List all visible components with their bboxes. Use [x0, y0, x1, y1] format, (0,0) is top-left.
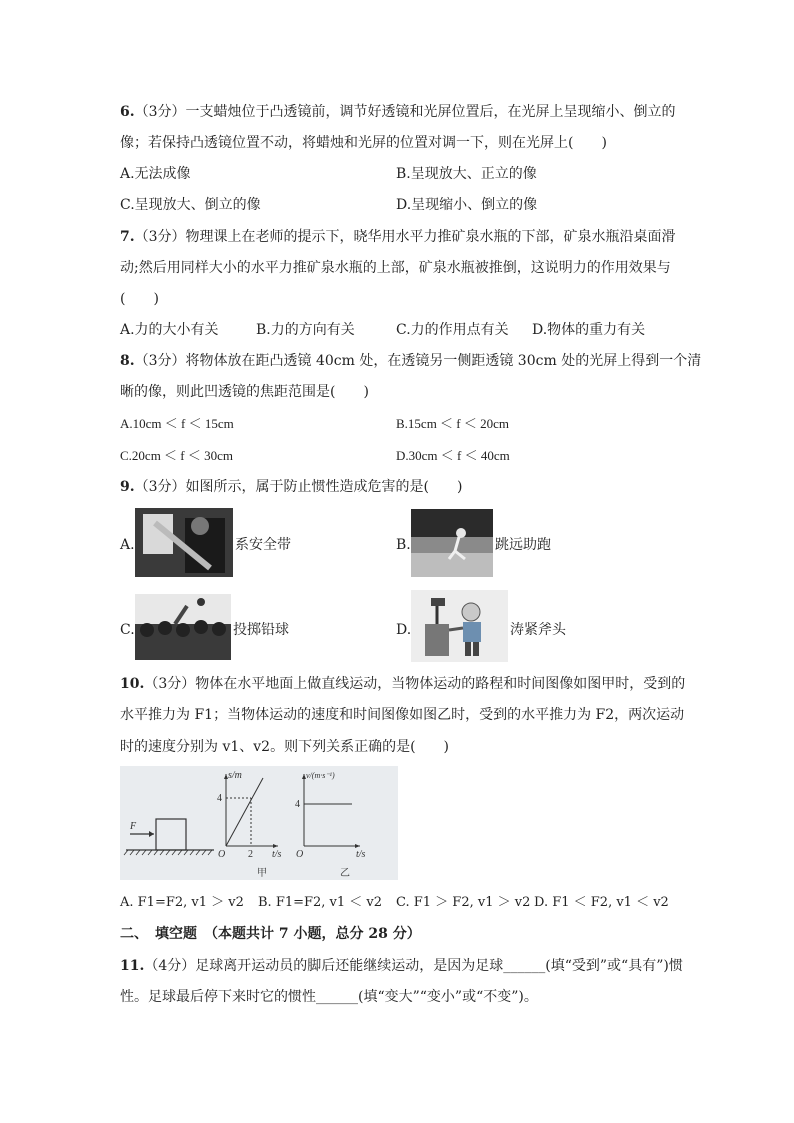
question-9-line1: 9.（3分）如图所示，属于防止惯性造成危害的是( ) [120, 479, 463, 495]
option-a: A.10cm ＜ f ＜ 15cm [120, 416, 234, 431]
axe-cartoon [411, 590, 508, 662]
graph2-caption: 乙 [340, 868, 350, 879]
option-c: C. F1 ＞ F2, v1 ＞ v2 [396, 895, 531, 910]
question-number: 10. [120, 676, 145, 692]
question-number: 8. [120, 353, 135, 369]
option-a: A.无法成像 [120, 166, 191, 182]
question-7-line2: 动;然后用同样大小的水平力推矿泉水瓶的上部，矿泉水瓶被推倒，这说明力的作用效果与 [120, 260, 671, 276]
ground-hatch [124, 850, 212, 855]
graph1-xlabel: t/s [272, 849, 282, 860]
option-b: B.力的方向有关 [256, 322, 355, 338]
question-6-line1: 6.（3分）一支蜡烛位于凸透镜前，调节好透镜和光屏位置后，在光屏上呈现缩小、倒立的 [120, 104, 676, 120]
question-7-line1: 7.（3分）物理课上在老师的提示下，晓华用水平力推矿泉水瓶的下部，矿泉水瓶沿桌面滑 [120, 229, 676, 245]
option-a: A. F1=F2, v1 ＞ v2 [120, 895, 244, 910]
option-a: A.力的大小有关 [120, 322, 219, 338]
question-8-line2: 晰的像，则此凹透镜的焦距范围是( ) [120, 384, 369, 400]
option-letter-a: A. [120, 537, 135, 553]
question-10-line1: 10.（3分）物体在水平地面上做直线运动，当物体运动的路程和时间图像如图甲时，受到的 [120, 676, 686, 692]
graph1-xtick: 2 [248, 849, 253, 860]
question-11-line1: 11.（4分）足球离开运动员的脚后还能继续运动，是因为足球______(填“受到”或“具有”)惯 [120, 958, 683, 974]
long-jump-photo [411, 509, 493, 577]
question-number: 9. [120, 479, 135, 495]
question-number: 7. [120, 229, 135, 245]
graph1-caption: 甲 [257, 868, 267, 879]
graph2-origin: O [296, 849, 304, 860]
force-label: F [130, 821, 137, 832]
seatbelt-photo [135, 508, 233, 577]
option-d: D. F1 ＜ F2, v1 ＜ v2 [534, 895, 669, 910]
graph2-xlabel: t/s [356, 849, 366, 860]
question-number: 6. [120, 104, 135, 120]
graph1-ytick: 4 [217, 793, 222, 804]
question-11-line2: 性。足球最后停下来时它的惯性______(填“变大”“变小”或“不变”)。 [120, 989, 538, 1005]
question-6-line2: 像；若保持凸透镜位置不动，将蜡烛和光屏的位置对调一下，则在光屏上( ) [120, 135, 607, 151]
shot-put-photo [135, 594, 231, 660]
option-d: D.呈现缩小、倒立的像 [396, 197, 538, 213]
force-arrowhead [149, 831, 154, 837]
option-b: B.呈现放大、正立的像 [396, 166, 537, 182]
option-d: D.物体的重力有关 [532, 322, 646, 338]
caption-axe: 涛紧斧头 [510, 622, 566, 638]
question-10-line3: 时的速度分别为 v1、v2。则下列关系正确的是( ) [120, 739, 450, 755]
option-letter-b: B. [396, 537, 411, 553]
option-c: C.呈现放大、倒立的像 [120, 197, 261, 213]
option-c: C.力的作用点有关 [396, 322, 509, 338]
question-10-line2: 水平推力为 F1；当物体运动的速度和时间图像如图乙时，受到的水平推力为 F2，两次运动 [120, 707, 685, 723]
graph1-origin: O [218, 849, 226, 860]
motion-graphs-figure [120, 766, 398, 880]
caption-long-jump: 跳远助跑 [495, 537, 551, 553]
option-b: B.15cm ＜ f ＜ 20cm [396, 416, 510, 431]
option-d: D.30cm ＜ f ＜ 40cm [396, 448, 510, 463]
section-heading: 二、 填空题 （本题共计 7 小题，总分 28 分） [120, 926, 421, 942]
caption-shot-put: 投掷铅球 [233, 622, 289, 638]
caption-seatbelt: 系安全带 [235, 537, 291, 553]
question-number: 11. [120, 958, 145, 974]
graph1-ylabel: s/m [228, 770, 242, 781]
question-8-line1: 8.（3分）将物体放在距凸透镜 40cm 处，在透镜另一侧距透镜 30cm 处的光屏上得到一个清 [120, 353, 702, 369]
option-b: B. F1=F2, v1 ＜ v2 [258, 895, 383, 910]
graph2-ytick: 4 [295, 799, 300, 810]
option-letter-d: D. [396, 622, 412, 638]
graph2-ylabel: v/(m·s⁻¹) [306, 771, 335, 780]
graph1-line [226, 778, 263, 846]
option-letter-c: C. [120, 622, 135, 638]
option-c: C.20cm ＜ f ＜ 30cm [120, 448, 234, 463]
block [156, 819, 186, 850]
question-7-line3: ( ) [120, 291, 159, 307]
